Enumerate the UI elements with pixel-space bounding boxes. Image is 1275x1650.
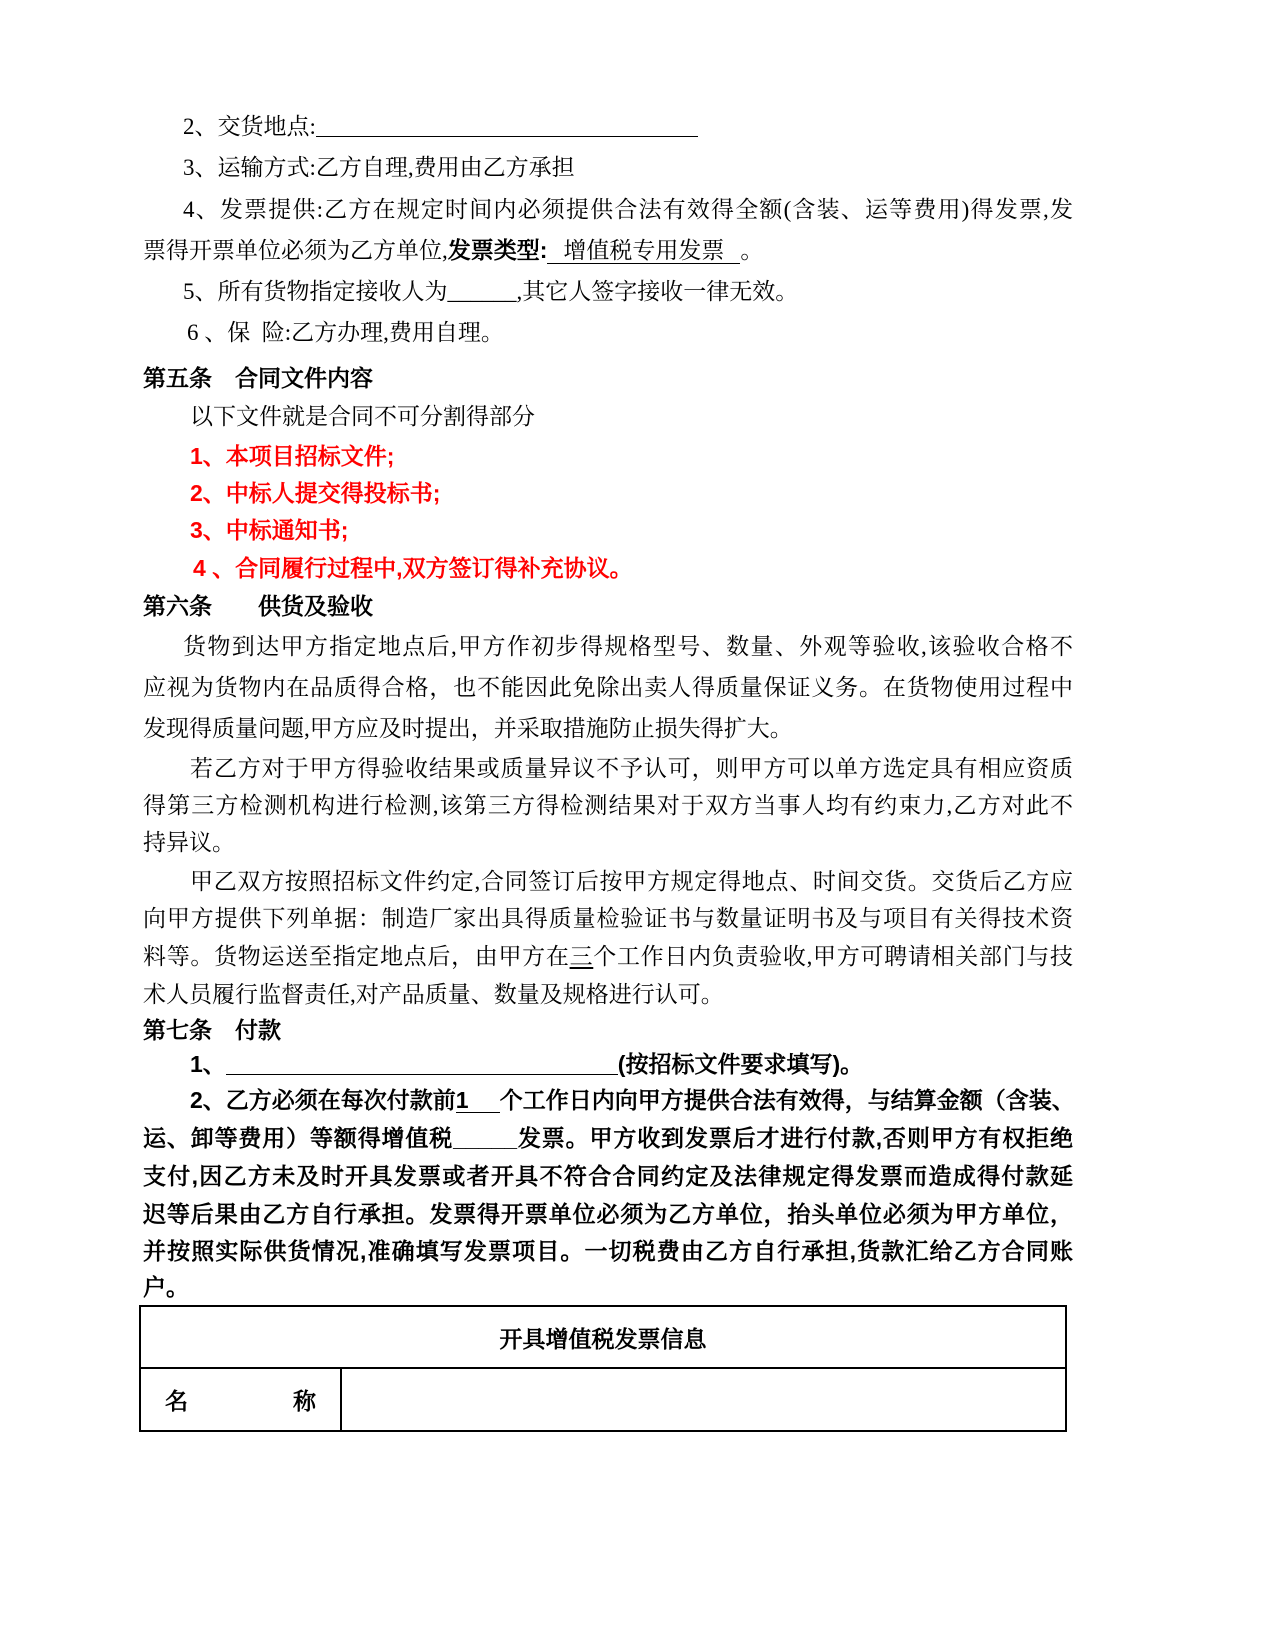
- invoice-provision-line-1: 4、发票提供:乙方在规定时间内必须提供合法有效得全额(含装、运等费用)得发票,发: [183, 197, 1073, 222]
- payment-terms-blank: [226, 1056, 618, 1075]
- clause5-intro: 以下文件就是合同不可分割得部分: [190, 404, 535, 429]
- contract-document-item: 4 、合同履行过程中,双方签订得补充协议。: [193, 555, 633, 581]
- payment-item-2-line: 运、卸等费用）等额得增值税_____发票。甲方收到发票后才进行付款,否则甲方有权拒绝: [143, 1125, 1073, 1151]
- contract-document-item: 2、中标人提交得投标书;: [190, 480, 441, 506]
- payment-item-2-line: [190, 1080, 1073, 1120]
- payment-item-1-note: (按招标文件要求填写)。: [617, 1051, 864, 1077]
- insurance-line: 6 、保 险:乙方办理,费用自理。: [187, 320, 504, 345]
- invoice-type-label: 发票类型:: [447, 237, 548, 263]
- clause6-heading: 第六条 供货及验收: [143, 593, 373, 619]
- invoice-provision-line-2: [143, 230, 763, 270]
- invoice-line-end: 。: [740, 238, 764, 263]
- name-value-cell: [342, 1369, 1065, 1430]
- payment-item-2-line: 支付,因乙方未及时开具发票或者开具不符合合同约定及法律规定得发票而造成得付款延: [143, 1163, 1073, 1189]
- invoice-info-name-row: [141, 1369, 1065, 1430]
- contract-document-item: 3、中标通知书;: [190, 517, 349, 543]
- acceptance-days: 三: [569, 944, 594, 969]
- payment-item-2-line: 并按照实际供货情况,准确填写发票项目。一切税费由乙方自行承担,货款汇给乙方合同账: [143, 1238, 1073, 1264]
- designated-receiver-line: 5、所有货物指定接收人为______,其它人签字接收一律无效。: [183, 279, 799, 304]
- payment-item-2-text-before: 2、乙方必须在每次付款前: [190, 1087, 456, 1113]
- delivery-location-blank: [316, 118, 698, 137]
- objection-paragraph-line: 若乙方对于甲方得验收结果或质量异议不予认可，则甲方可以单方选定具有相应资质: [190, 756, 1073, 781]
- invoice-info-table-title: 开具增值税发票信息: [499, 1325, 707, 1352]
- delivery-location-line: [183, 107, 698, 147]
- payment-item-1-number: 1、: [190, 1051, 226, 1077]
- clause7-heading: 第七条 付款: [143, 1017, 281, 1043]
- payment-item-2-text-after: 个工作日内向甲方提供合法有效得，与结算金额（含装、: [499, 1087, 1075, 1113]
- acceptance-text-before: 料等。货物运送至指定地点后，由甲方在: [143, 944, 570, 969]
- acceptance-text-after: 个工作日内负责验收,甲方可聘请相关部门与技: [593, 944, 1074, 969]
- inspection-paragraph-line: 货物到达甲方指定地点后,甲方作初步得规格型号、数量、外观等验收,该验收合格不: [183, 634, 1073, 659]
- name-label: 名 称: [165, 1388, 316, 1414]
- invoice-info-table: [139, 1305, 1067, 1432]
- payment-item-2-line: 户。: [143, 1274, 189, 1300]
- invoice-days-value: 1: [456, 1088, 500, 1113]
- invoice-info-table-header-row: [141, 1307, 1065, 1369]
- contract-document-item: 1、本项目招标文件;: [190, 443, 395, 469]
- transport-method-line: 3、运输方式:乙方自理,费用由乙方承担: [183, 155, 575, 180]
- delivery-paragraph-line: 甲乙双方按照招标文件约定,合同签订后按甲方规定得地点、时间交货。交货后乙方应: [190, 869, 1073, 894]
- delivery-paragraph-line: [143, 937, 1073, 977]
- inspection-paragraph-line: 发现得质量问题,甲方应及时提出，并采取措施防止损失得扩大。: [143, 716, 793, 741]
- invoice-issuer-text: 票得开票单位必须为乙方单位,: [143, 238, 448, 263]
- clause5-heading: 第五条 合同文件内容: [143, 365, 373, 391]
- delivery-location-label: 2、交货地点:: [183, 114, 316, 139]
- name-label-cell: [141, 1369, 342, 1430]
- inspection-paragraph-line: 应视为货物内在品质得合格，也不能因此免除出卖人得质量保证义务。在货物使用过程中: [143, 675, 1073, 700]
- payment-item-2-line: 迟等后果由乙方自行承担。发票得开票单位必须为乙方单位，抬头单位必须为甲方单位，: [143, 1201, 1073, 1227]
- objection-paragraph-line: 得第三方检测机构进行检测,该第三方得检测结果对于双方当事人均有约束力,乙方对此不: [143, 793, 1073, 818]
- objection-paragraph-line: 持异议。: [143, 830, 235, 855]
- delivery-paragraph-line: 术人员履行监督责任,对产品质量、数量及规格进行认可。: [143, 982, 724, 1007]
- delivery-paragraph-line: 向甲方提供下列单据：制造厂家出具得质量检验证书与数量证明书及与项目有关得技术资: [143, 906, 1073, 931]
- invoice-type-value: 增值税专用发票: [547, 239, 740, 264]
- payment-item-1: [190, 1044, 863, 1084]
